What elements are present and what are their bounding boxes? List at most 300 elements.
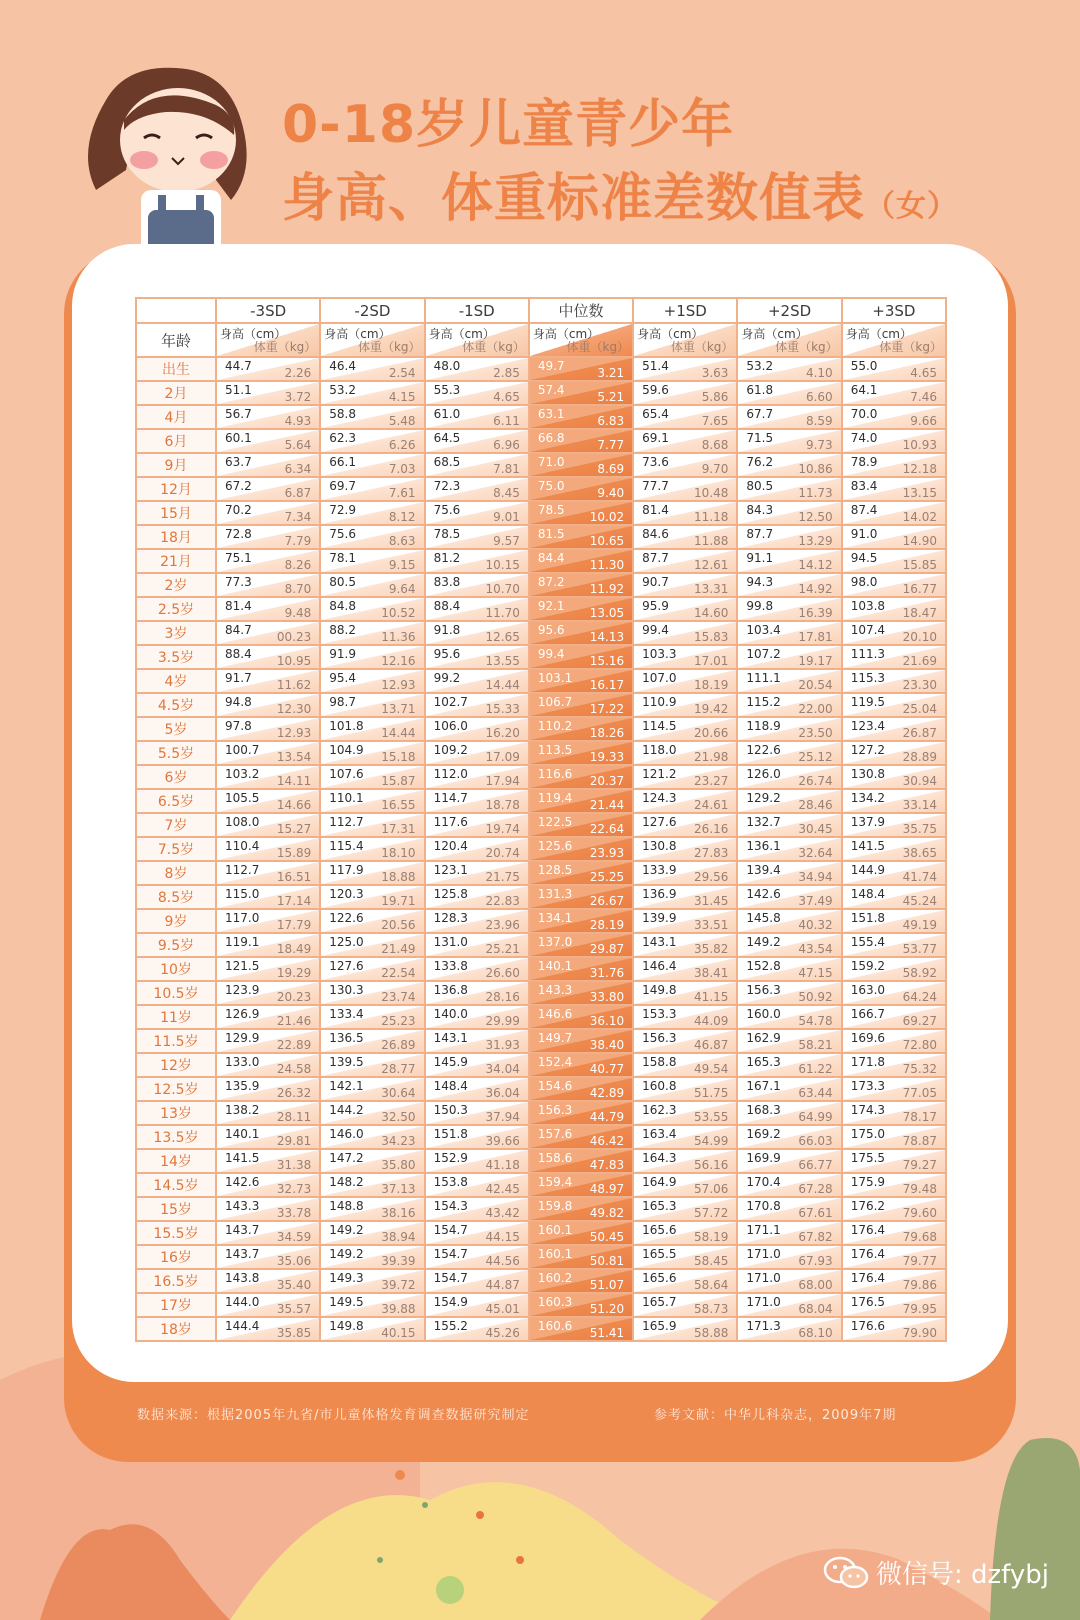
value-cell [633,957,737,981]
weight-value: 19.71 [381,894,416,908]
weight-value: 66.77 [798,1158,833,1172]
height-value: 155.2 [433,1319,468,1333]
weight-value: 29.81 [276,1134,312,1148]
height-value: 140.1 [537,959,573,973]
weight-value: 6.11 [493,414,520,428]
height-value: 137.9 [850,815,886,829]
weight-value: 31.76 [589,966,625,980]
weight-value: 67.93 [798,1254,833,1268]
weight-value: 45.01 [485,1302,520,1316]
height-value: 143.7 [225,1247,260,1261]
height-value: 165.6 [642,1271,677,1285]
weight-value: 45.24 [902,894,937,908]
height-value: 169.6 [850,1031,886,1045]
weight-value: 12.65 [485,630,520,644]
value-cell [842,1077,946,1101]
weight-value: 44.79 [589,1110,625,1124]
table-row [136,597,946,621]
height-value: 176.4 [850,1271,886,1285]
height-value: 111.3 [850,647,886,661]
height-value: 160.2 [537,1271,573,1285]
weight-value: 51.75 [694,1086,729,1100]
value-cell [737,1101,841,1125]
height-value: 75.6 [329,527,356,541]
value-cell [842,957,946,981]
value-cell [529,501,633,525]
weight-value: 67.28 [798,1182,833,1196]
age-cell: 9月 [136,453,216,477]
footer-data-source: 数据来源：根据2005年九省/市儿童体格发育调查数据研究制定 [137,1408,530,1423]
weight-value: 4.65 [910,366,937,380]
height-value: 143.1 [642,935,677,949]
weight-value: 68.00 [798,1278,833,1292]
weight-value: 26.87 [902,726,937,740]
height-value: 171.0 [746,1271,781,1285]
height-value: 143.1 [433,1031,468,1045]
table-row [136,1005,946,1029]
height-value: 131.0 [433,935,468,949]
height-value: 95.4 [329,671,356,685]
weight-value: 28.16 [485,990,520,1004]
weight-value: 4.15 [388,390,416,404]
value-cell [842,381,946,405]
value-cell [633,861,737,885]
height-value: 103.2 [225,767,260,781]
weight-value: 16.39 [798,606,833,620]
value-cell [737,717,841,741]
value-cell [529,981,633,1005]
height-value: 142.1 [329,1079,364,1093]
value-cell [842,1125,946,1149]
weight-value: 16.17 [589,678,625,692]
value-cell [320,1005,424,1029]
height-value: 88.4 [225,647,252,661]
weight-value: 79.48 [902,1182,937,1196]
age-cell: 5.5岁 [136,741,216,765]
height-value: 103.8 [850,599,886,613]
height-value: 128.3 [433,911,468,925]
height-value: 136.1 [746,839,781,853]
value-cell [842,357,946,381]
age-cell: 5岁 [136,717,216,741]
height-value: 130.8 [850,767,886,781]
band-header: -2SD [320,298,424,323]
height-value: 61.0 [433,407,461,421]
value-cell [842,933,946,957]
value-cell [842,405,946,429]
value-cell [216,1125,320,1149]
weight-value: 9.73 [805,438,833,452]
height-value: 107.4 [850,623,886,637]
table-row [136,429,946,453]
height-value: 95.6 [433,647,461,661]
value-cell [216,357,320,381]
value-cell [633,1173,737,1197]
weight-value: 79.90 [902,1326,937,1340]
value-cell [425,789,529,813]
weight-value: 11.88 [694,534,729,548]
weight-value: 5.86 [701,390,729,404]
height-value: 156.3 [537,1103,573,1117]
height-value: 118.0 [642,743,677,757]
value-cell [737,837,841,861]
table-row [136,693,946,717]
height-value: 72.9 [329,503,356,517]
value-cell [425,1101,529,1125]
height-value: 91.0 [850,527,878,541]
height-value: 92.1 [537,599,565,613]
unit-header [425,323,529,357]
age-cell: 17岁 [136,1293,216,1317]
height-value: 137.0 [537,935,573,949]
value-cell [842,1173,946,1197]
weight-value: 9.40 [597,486,625,500]
table-row [136,1053,946,1077]
value-cell [529,645,633,669]
value-cell [529,405,633,429]
value-cell [320,453,424,477]
weight-value: 35.80 [381,1158,416,1172]
height-value: 83.8 [433,575,461,589]
weight-value: 9.01 [493,510,520,524]
height-value: 136.5 [329,1031,364,1045]
height-value: 68.5 [433,455,461,469]
height-value: 153.3 [642,1007,677,1021]
value-cell [842,861,946,885]
page-title-line1: 0-18岁儿童青少年 [282,95,735,155]
value-cell [216,789,320,813]
weight-value: 28.11 [276,1110,312,1124]
height-value: 140.1 [225,1127,260,1141]
value-cell [216,1173,320,1197]
value-cell [320,1197,424,1221]
value-cell [737,645,841,669]
value-cell [320,477,424,501]
weight-value: 35.82 [694,942,729,956]
table-row [136,573,946,597]
weight-value: 25.25 [589,870,625,884]
value-cell [425,669,529,693]
weight-value: 53.55 [694,1110,729,1124]
value-cell [320,717,424,741]
age-cell: 6岁 [136,765,216,789]
table-row [136,1101,946,1125]
weight-value: 41.15 [694,990,729,1004]
age-cell: 2月 [136,381,216,405]
height-value: 125.0 [329,935,364,949]
value-cell [216,1077,320,1101]
band-header: +2SD [737,298,841,323]
value-cell [216,381,320,405]
weight-value: 20.10 [902,630,937,644]
table-row [136,501,946,525]
weight-value: 79.86 [902,1278,937,1292]
weight-value: 25.21 [485,942,520,956]
weight-value: 12.61 [694,558,729,572]
height-value: 165.3 [746,1055,781,1069]
value-cell [216,1221,320,1245]
value-cell [842,429,946,453]
height-value: 106.7 [537,695,573,709]
height-value: 148.2 [329,1175,364,1189]
weight-value: 40.32 [798,918,833,932]
value-cell [529,573,633,597]
weight-value: 21.49 [381,942,416,956]
value-cell [425,1269,529,1293]
table-row [136,837,946,861]
weight-value: 00.23 [276,630,312,644]
height-value: 65.4 [642,407,669,421]
height-value: 152.8 [746,959,781,973]
age-cell: 9.5岁 [136,933,216,957]
height-value: 154.7 [433,1247,468,1261]
value-cell [425,1293,529,1317]
height-value: 78.1 [329,551,356,565]
height-value: 133.4 [329,1007,364,1021]
height-value: 166.7 [850,1007,886,1021]
weight-value: 28.46 [798,798,833,812]
weight-value: 10.02 [589,510,625,524]
value-cell [216,885,320,909]
height-value: 144.9 [850,863,886,877]
weight-value: 15.83 [694,630,729,644]
weight-value: 17.94 [485,774,520,788]
age-cell: 14.5岁 [136,1173,216,1197]
value-cell [842,981,946,1005]
weight-value: 21.98 [694,750,729,764]
value-cell [425,381,529,405]
weight-value: 16.77 [902,582,937,596]
height-value: 95.9 [642,599,669,613]
weight-value: 11.18 [694,510,729,524]
weight-value: 18.47 [902,606,937,620]
height-value: 154.9 [433,1295,468,1309]
height-value: 119.1 [225,935,260,949]
height-value: 69.7 [329,479,356,493]
value-cell [633,357,737,381]
weight-value: 8.68 [701,438,729,452]
weight-value: 50.45 [589,1230,625,1244]
weight-value: 57.06 [694,1182,729,1196]
weight-value: 58.21 [798,1038,833,1052]
weight-value: 4.65 [493,390,520,404]
table-row [136,1029,946,1053]
weight-value: 17.22 [589,702,625,716]
height-value: 84.3 [746,503,774,517]
height-value: 120.3 [329,887,364,901]
value-cell [842,669,946,693]
height-value: 159.4 [537,1175,573,1189]
value-cell [216,909,320,933]
weight-value: 10.15 [485,558,520,572]
value-cell [737,693,841,717]
weight-value: 56.16 [694,1158,729,1172]
value-cell [633,1125,737,1149]
height-value: 151.8 [433,1127,468,1141]
weight-value: 58.88 [694,1326,729,1340]
weight-value: 8.45 [493,486,520,500]
height-value: 64.5 [433,431,461,445]
value-cell [737,429,841,453]
weight-value: 66.03 [798,1134,833,1148]
height-value: 99.8 [746,599,774,613]
height-value: 164.9 [642,1175,677,1189]
weight-value: 51.07 [589,1278,625,1292]
height-value: 165.7 [642,1295,677,1309]
height-value: 55.0 [850,359,878,373]
weight-value: 17.09 [485,750,520,764]
value-cell [216,765,320,789]
value-cell [320,885,424,909]
weight-value: 58.92 [902,966,937,980]
height-value: 134.2 [850,791,886,805]
age-cell: 12岁 [136,1053,216,1077]
weight-value: 39.88 [381,1302,416,1316]
value-cell [320,1173,424,1197]
value-cell [216,1101,320,1125]
value-cell [737,525,841,549]
height-value: 160.0 [746,1007,781,1021]
height-value: 88.4 [433,599,461,613]
height-value: 162.9 [746,1031,781,1045]
weight-value: 5.64 [284,438,312,452]
weight-value: 58.64 [694,1278,729,1292]
weight-value: 11.70 [485,606,520,620]
height-value: 128.5 [537,863,573,877]
weight-value: 50.81 [589,1254,625,1268]
value-cell [320,765,424,789]
value-cell [737,1173,841,1197]
value-cell [216,1293,320,1317]
weight-value: 35.85 [276,1326,312,1340]
weight-value: 8.59 [805,414,833,428]
value-cell [425,837,529,861]
weight-value: 7.81 [493,462,520,476]
weight-value: 78.17 [902,1110,937,1124]
weight-value: 14.02 [902,510,937,524]
value-cell [425,1173,529,1197]
height-value: 94.5 [850,551,878,565]
weight-value: 35.57 [276,1302,312,1316]
value-cell [529,357,633,381]
value-cell [320,933,424,957]
height-value: 144.4 [225,1319,260,1333]
height-value: 129.9 [225,1031,260,1045]
weight-value: 33.14 [902,798,937,812]
weight-value: 15.16 [589,654,625,668]
height-value: 149.5 [329,1295,364,1309]
height-value: 171.0 [746,1247,781,1261]
weight-value: 38.41 [694,966,729,980]
value-cell [529,429,633,453]
height-value: 63.1 [537,407,565,421]
height-value: 173.3 [850,1079,886,1093]
table-row [136,933,946,957]
age-cell: 15岁 [136,1197,216,1221]
height-value: 156.3 [746,983,781,997]
weight-value: 34.23 [381,1134,416,1148]
height-value: 175.0 [850,1127,886,1141]
value-cell [737,981,841,1005]
height-value: 61.8 [746,383,774,397]
weight-value: 14.11 [276,774,312,788]
growth-standards-table [135,297,947,1342]
weight-value: 68.04 [798,1302,833,1316]
value-cell [633,1245,737,1269]
weight-value: 19.33 [589,750,625,764]
weight-value: 37.49 [798,894,833,908]
value-cell [425,573,529,597]
value-cell [633,573,737,597]
weight-value: 4.93 [284,414,312,428]
weight-value: 42.89 [589,1086,625,1100]
height-value: 142.6 [225,1175,260,1189]
value-cell [425,357,529,381]
height-value: 110.2 [537,719,573,733]
table-row [136,645,946,669]
height-value: 170.8 [746,1199,781,1213]
height-value: 123.1 [433,863,468,877]
value-cell [425,861,529,885]
value-cell [737,885,841,909]
weight-value: 26.74 [798,774,833,788]
value-cell [737,741,841,765]
age-cell: 12.5岁 [136,1077,216,1101]
age-cell: 13.5岁 [136,1125,216,1149]
page-title-suffix: （女） [865,189,959,224]
value-cell [425,717,529,741]
value-cell [425,405,529,429]
value-cell [842,1029,946,1053]
value-cell [529,525,633,549]
value-cell [737,501,841,525]
value-cell [216,1197,320,1221]
value-cell [737,861,841,885]
value-cell [737,957,841,981]
weight-unit-label: 体重（kg） [462,340,525,354]
weight-value: 6.26 [388,438,416,452]
height-value: 91.1 [746,551,774,565]
weight-value: 35.06 [276,1254,312,1268]
value-cell [529,1245,633,1269]
value-cell [216,621,320,645]
value-cell [425,1125,529,1149]
height-value: 150.3 [433,1103,468,1117]
value-cell [529,1149,633,1173]
value-cell [529,597,633,621]
weight-value: 7.79 [284,534,312,548]
height-value: 158.8 [642,1055,677,1069]
height-value: 169.2 [746,1127,781,1141]
height-value: 160.6 [537,1319,573,1333]
value-cell [842,525,946,549]
weight-value: 30.45 [798,822,833,836]
weight-value: 58.19 [694,1230,729,1244]
value-cell [842,1269,946,1293]
height-value: 171.1 [746,1223,781,1237]
table-row [136,357,946,381]
weight-value: 46.87 [694,1038,729,1052]
height-value: 84.8 [329,599,356,613]
height-value: 165.5 [642,1247,677,1261]
height-value: 176.5 [850,1295,886,1309]
weight-value: 26.60 [485,966,520,980]
height-value: 141.5 [225,1151,260,1165]
height-value: 112.7 [329,815,364,829]
value-cell [633,453,737,477]
value-cell [320,813,424,837]
height-value: 120.4 [433,839,468,853]
